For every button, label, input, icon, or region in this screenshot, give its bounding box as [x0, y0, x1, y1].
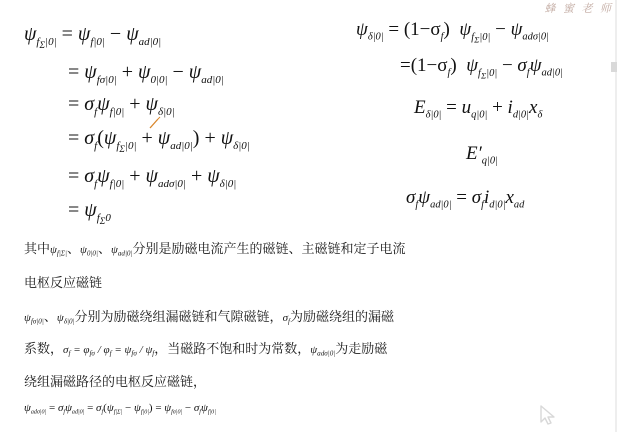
scrollbar-thumb[interactable]	[611, 62, 617, 72]
equation-r5: $\sigma_f\psi_{ad|0|} = \sigma_fi_{d|0|}x_{ad}$	[406, 187, 525, 211]
text-line-4: 系数，$\sigma_f = \varphi_{f\sigma} / \varphi_f = \psi_{f\sigma} / \psi_f$，当磁路不饱和时为常数，$\psi_{ad\sigma|0|}$为走励磁	[24, 342, 388, 358]
equation-6: = $\psi_{f_\Sigma 0}$	[68, 199, 111, 227]
equation-4: = $\sigma_f(\psi_{f_\Sigma|0|} + \psi_{ad|0|}) + \psi_{\delta|0|}$	[68, 127, 250, 155]
text-line-1: 其中$\psi_{f|\Sigma|}$、$\psi_{0|0|}$、$\psi_{ad|0|}$分别是励磁电流产生的磁链、主磁链和定子电流	[24, 242, 406, 258]
watermark: 蜂 蜜 老 师	[544, 2, 613, 15]
text-line-2: 电枢反应磁链	[24, 276, 103, 291]
equation-r3: $E_{\delta|0|} = u_{q|0|} + i_{d|0|}x_\delta$	[414, 97, 543, 121]
equation-5: = $\sigma_f\psi_{f|0|} + \psi_{ad\sigma|0|} + \psi_{\delta|0|}$	[68, 165, 237, 190]
equation-bottom: $\psi_{ad\sigma|0|} = \sigma_f\psi_{ad|0|} = \sigma_f(\psi_{f|\Sigma|} - \psi_{f|0|}) = \psi_{f\sigma|0|} - \sigma_f\psi_{f|0|}$	[24, 402, 216, 416]
equation-2: = $\psi_{f\sigma|0|} + \psi_{0|0|} - \psi_{ad|0|}$	[68, 61, 224, 86]
equation-3: = $\sigma_f\psi_{f|0|} + \psi_{\delta|0|}$	[68, 93, 175, 118]
equation-r2: $=(1-\sigma_f) \psi_{f_\Sigma|0|} - \sigma_f\psi_{ad|0|}$	[400, 55, 563, 81]
text-line-3: $\psi_{f\sigma|0|}$、$\psi_{\delta|0|}$分别为励磁绕组漏磁链和气隙磁链，$\sigma_f$为励磁绕组的漏磁	[24, 310, 394, 326]
pointer-cursor-icon	[538, 404, 558, 426]
pen-annotation-icon	[148, 116, 162, 130]
text-line-5: 绕组漏磁路径的电枢反应磁链，	[24, 375, 207, 390]
equation-r4: $E'_{q|0|}$	[466, 143, 498, 167]
equation-1: $\psi_{f_\Sigma|0|} = \psi_{f|0|} - \psi_{ad|0|}$	[24, 23, 162, 51]
equation-r1: $\psi_{\delta|0|} = (1-\sigma_f) \psi_{f_\Sigma|0|} - \psi_{ad\sigma|0|}$	[356, 19, 549, 45]
